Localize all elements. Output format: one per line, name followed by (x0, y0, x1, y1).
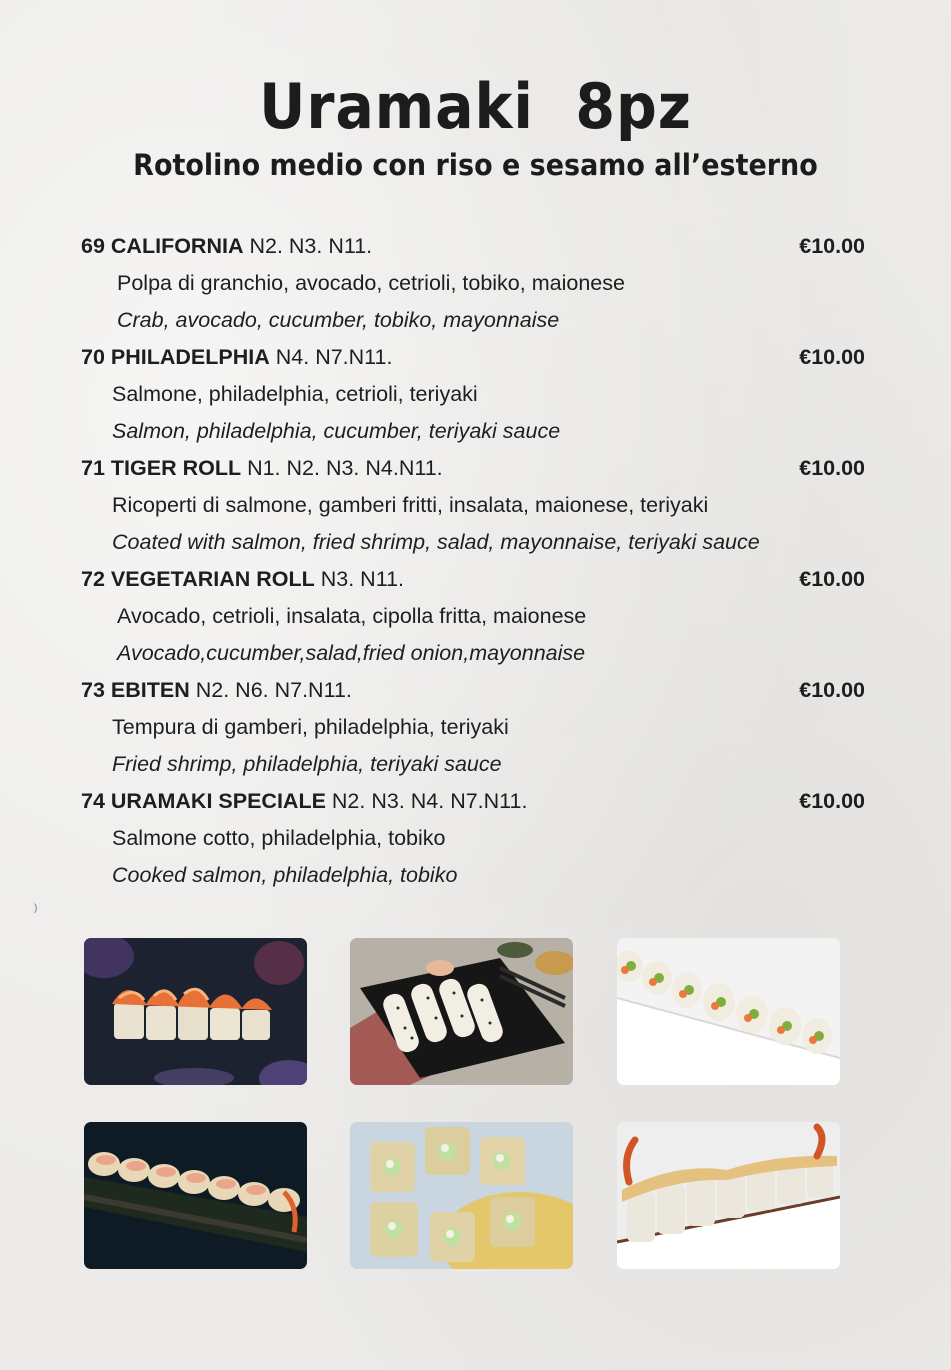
item-number: 74 (81, 789, 105, 813)
item-description-en: Avocado,cucumber,salad,fried onion,mayonnaise (117, 641, 586, 665)
menu-item (0, 450, 951, 561)
page-title: Uramaki 8pz (259, 70, 692, 143)
item-allergens: N2. N3. N4. N7.N11. (331, 789, 528, 813)
item-description-en: Cooked salmon, philadelphia, tobiko (112, 863, 458, 887)
page-subtitle: Rotolino medio con riso e sesamo all’esterno (133, 148, 818, 182)
item-number: 73 (81, 678, 105, 702)
item-price: €10.00 (799, 678, 865, 702)
item-heading (81, 339, 392, 376)
salmon-topped-uramaki-photo (84, 938, 307, 1085)
item-description-en: Salmon, philadelphia, cucumber, teriyaki sauce (112, 419, 561, 443)
item-description-it: Avocado, cetrioli, insalata, cipolla fritta, maionese (117, 604, 587, 628)
menu-item (0, 672, 951, 783)
sesame-uramaki-black-plate-photo (350, 938, 573, 1085)
item-description-en: Coated with salmon, fried shrimp, salad, mayonnaise, teriyaki sauce (112, 530, 760, 554)
item-price: €10.00 (799, 567, 865, 591)
item-allergens: N2. N6. N7.N11. (195, 678, 352, 702)
item-name: EBITEN (110, 678, 190, 702)
item-heading (81, 561, 404, 598)
menu-item (0, 228, 951, 339)
item-price: €10.00 (799, 234, 865, 258)
item-heading (81, 672, 352, 709)
menu-item (0, 783, 951, 894)
item-number: 69 (81, 234, 105, 258)
item-description-it: Salmone, philadelphia, cetrioli, teriyaki (112, 382, 478, 406)
sesame-uramaki-circle-photo (350, 1122, 573, 1269)
menu-list (0, 228, 951, 894)
item-name: VEGETARIAN ROLL (110, 567, 315, 591)
avocado-salmon-uramaki-white-plate-photo (617, 938, 840, 1085)
item-heading (81, 783, 527, 820)
item-name: URAMAKI SPECIALE (110, 789, 326, 813)
menu-item (0, 339, 951, 450)
item-number: 71 (81, 456, 105, 480)
item-description-en: Crab, avocado, cucumber, tobiko, mayonnaise (117, 308, 560, 332)
item-name: PHILADELPHIA (110, 345, 270, 369)
item-name: TIGER ROLL (110, 456, 242, 480)
item-description-it: Ricoperti di salmone, gamberi fritti, insalata, maionese, teriyaki (112, 493, 709, 517)
paper-speck: ) (34, 903, 38, 914)
item-description-it: Polpa di granchio, avocado, cetrioli, tobiko, maionese (117, 271, 625, 295)
item-description-en: Fried shrimp, philadelphia, teriyaki sauce (112, 752, 502, 776)
item-description-it: Salmone cotto, philadelphia, tobiko (112, 826, 446, 850)
ebiten-shrimp-uramaki-photo (617, 1122, 840, 1269)
item-name: CALIFORNIA (110, 234, 244, 258)
menu-item (0, 561, 951, 672)
item-price: €10.00 (799, 456, 865, 480)
crispy-topped-uramaki-dark-plate-photo (84, 1122, 307, 1269)
item-price: €10.00 (799, 345, 865, 369)
item-heading (81, 450, 443, 487)
item-allergens: N3. N11. (320, 567, 404, 591)
item-price: €10.00 (799, 789, 865, 813)
item-number: 72 (81, 567, 105, 591)
item-allergens: N4. N7.N11. (275, 345, 393, 369)
item-number: 70 (81, 345, 105, 369)
item-heading (81, 228, 372, 265)
item-description-it: Tempura di gamberi, philadelphia, teriyaki (112, 715, 509, 739)
item-allergens: N1. N2. N3. N4.N11. (247, 456, 443, 480)
item-allergens: N2. N3. N11. (249, 234, 373, 258)
